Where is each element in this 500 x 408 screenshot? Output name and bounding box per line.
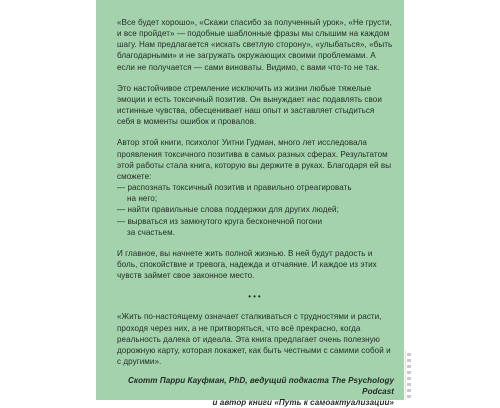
toxic-positivity-paragraph: Это настойчивое стремление исключить из жизни любые тяжелые эмоции и есть токсичный позитив. Он вынуждает нас подавлять свои истинные чувства, обесценивает наш опыт и заставляет стыдиться себя в моменты ошибок и провалов. (117, 83, 382, 127)
list-item-continuation: за счастьем. (127, 227, 176, 237)
list-item (117, 216, 394, 238)
list-item-line: — вырваться из замкнутого круга бесконечной погони (117, 216, 323, 226)
attribution-line: и автор книги «Путь к самоактуализации» (212, 398, 394, 408)
benefits-list (117, 182, 394, 238)
list-item (117, 182, 394, 204)
attribution-line: Скотт Парри Кауфман, PhD, ведущий подкаста The Psychology Podcast (128, 376, 394, 397)
barcode-edge (405, 350, 412, 400)
review-quote: «Жить по-настоящему означает сталкиваться с трудностями и расти, проходя через них, а не притворяться, что всё прекрасно, когда реальность далека от идеала. Эта книга предлагает очень полезную дорожную карту, которая покажет, как быть честными с самими собой и с другими». (117, 312, 391, 367)
list-item-continuation: на него; (127, 194, 158, 204)
intro-paragraph: «Все будет хорошо», «Скажи спасибо за полученный урок», «Не грусти, и все пройдет» — подобные шаблонные фразы мы слышим на каждом шагу. Нам предлагается «искать светлую сторону», «улыбаться», «быть благодарными» и не загружать окружающих своими проблемами. А если не получается — сами виноваты. Видимо, с вами что-то не так. (117, 18, 393, 72)
list-item-line: — найти правильные слова поддержки для других людей; (117, 205, 339, 215)
author-paragraph: Автор этой книги, психолог Уитни Гудман, много лет исследовала проявления токсичного позитива в самых разных сферах. Результатом этой работы стала книга, которую вы держите в руках. Благодаря ей вы сможете: (117, 138, 392, 181)
list-item-line: — распознать токсичный позитив и правильно отреагировать (117, 183, 352, 193)
separator: ••• (248, 292, 263, 302)
quote-attribution (117, 375, 394, 408)
back-cover (96, 0, 404, 408)
list-item (117, 204, 394, 215)
closing-paragraph: И главное, вы начнете жить полной жизнью. В ней будут радость и боль, спокойствие и тревога, надежда и отчаяние. И каждое из этих чувств займет свое законное место. (117, 248, 377, 281)
